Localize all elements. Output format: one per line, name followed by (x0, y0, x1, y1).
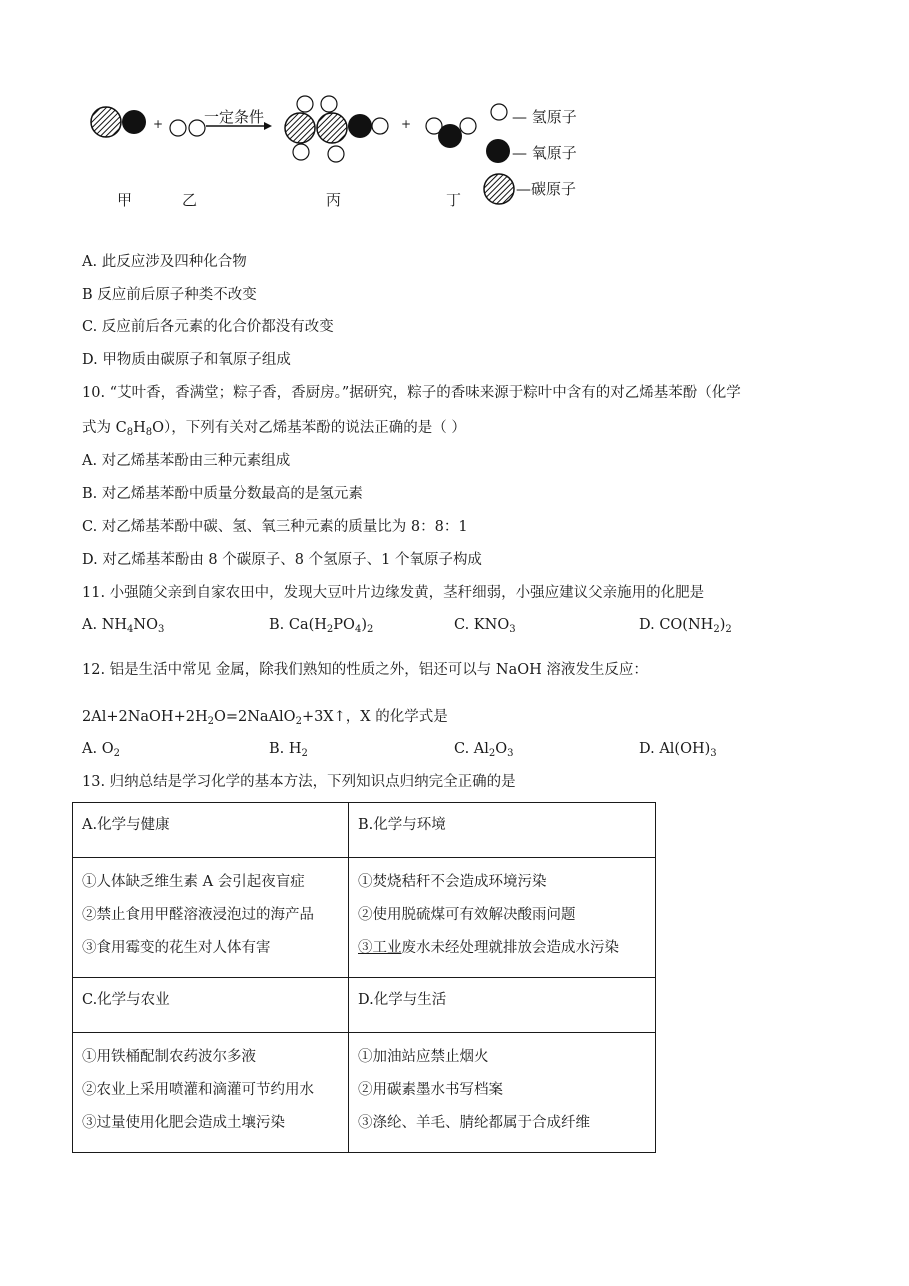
reaction-diagram (80, 88, 620, 218)
q10-option-a: A. 对乙烯基苯酚由三种元素组成 (82, 453, 291, 469)
q10-stem-line2: 式为 $C_8H_8O$），下列有关对乙烯基苯酚的说法正确的是（ ） (82, 420, 466, 438)
molecule-ding (426, 118, 476, 148)
plus-sign-1: + (153, 117, 164, 131)
q11-option-a: A. $NH_4NO_3$ (82, 617, 165, 635)
label-ding: 丁 (446, 191, 462, 209)
plus-sign-2: + (401, 117, 412, 131)
q11-option-c: C. $KNO_3$ (454, 617, 516, 635)
cell-c-title: C.化学与农业 (73, 978, 349, 1033)
a-item-1: ①人体缺乏维生素 A 会引起夜盲症 (82, 874, 305, 890)
b-item-2: ②使用脱硫煤可有效解决酸雨问题 (358, 907, 576, 923)
arrow-condition-label: 一定条件 (204, 108, 265, 126)
q9-option-b: B 反应前后原子种类不改变 (82, 287, 257, 303)
q12-equation: $2Al+2NaOH+2H_2O=2NaAlO_2+3X↑$，X 的化学式是 (82, 709, 448, 727)
a-item-2: ②禁止食用甲醛溶液浸泡过的海产品 (82, 907, 314, 923)
c-item-3: ③过量使用化肥会造成土壤污染 (82, 1115, 285, 1131)
cell-c-items (73, 1033, 349, 1153)
q10-option-c: C. 对乙烯基苯酚中碳、氢、氧三种元素的质量比为 8：8：1 (82, 519, 468, 535)
q13-table (72, 802, 656, 1153)
q13-stem: 13. 归纳总结是学习化学的基本方法，下列知识点归纳完全正确的是 (82, 774, 516, 790)
cell-d-title: D.化学与生活 (349, 978, 656, 1033)
d-item-3: ③涤纶、羊毛、腈纶都属于合成纤维 (358, 1115, 590, 1131)
q11-option-d: D. $CO(NH_2)_2$ (639, 617, 732, 635)
molecule-jia (91, 107, 146, 137)
b-item-3: ③工业废水未经处理就排放会造成水污染 (358, 940, 619, 956)
cell-d-items (349, 1033, 656, 1153)
label-bing: 丙 (326, 191, 342, 209)
c-item-2: ②农业上采用喷灌和滴灌可节约用水 (82, 1082, 314, 1098)
legend-symbols (484, 104, 514, 204)
d-item-1: ①加油站应禁止烟火 (358, 1049, 489, 1065)
c-item-1: ①用铁桶配制农药波尔多液 (82, 1049, 256, 1065)
b-item-1: ①焚烧秸秆不会造成环境污染 (358, 874, 547, 890)
q12-options (82, 741, 782, 761)
q10-option-b: B. 对乙烯基苯酚中质量分数最高的是氢元素 (82, 486, 363, 502)
q12-option-b: B. $H_2$ (269, 741, 308, 759)
q12-option-a: A. $O_2$ (82, 741, 120, 759)
cell-a-items (73, 858, 349, 978)
label-jia: 甲 (117, 191, 133, 209)
molecule-bing (285, 96, 388, 162)
cell-b-title: B.化学与环境 (349, 803, 656, 858)
d-item-2: ②用碳素墨水书写档案 (358, 1082, 503, 1098)
molecule-yi (170, 120, 205, 136)
q12-option-c: C. $Al_2O_3$ (454, 741, 514, 759)
q10-stem-line1: 10. “艾叶香，香满堂；粽子香，香厨房。”据研究，粽子的香味来源于粽叶中含有的对乙烯基苯酚（化学 (82, 385, 741, 401)
q11-option-b: B. $Ca(H_2PO_4)_2$ (269, 617, 374, 635)
label-yi: 乙 (182, 191, 198, 209)
q9-option-a: A. 此反应涉及四种化合物 (82, 254, 247, 270)
q9-option-d: D. 甲物质由碳原子和氧原子组成 (82, 352, 291, 368)
legend-carbon: —碳原子 (516, 180, 577, 198)
q10-option-d: D. 对乙烯基苯酚由 8 个碳原子、8 个氢原子、1 个氧原子构成 (82, 552, 482, 568)
a-item-3: ③食用霉变的花生对人体有害 (82, 940, 271, 956)
q9-option-c: C. 反应前后各元素的化合价都没有改变 (82, 319, 334, 335)
q12-option-d: D. $Al(OH)_3$ (639, 741, 717, 759)
q12-stem: 12. 铝是生活中常见 金属，除我们熟知的性质之外，铝还可以与 NaOH 溶液发生反应： (82, 662, 648, 678)
q11-stem: 11. 小强随父亲到自家农田中，发现大豆叶片边缘发黄，茎秆细弱，小强应建议父亲施用的化肥是 (82, 585, 705, 601)
cell-b-items (349, 858, 656, 978)
legend-oxygen: — 氧原子 (512, 144, 577, 162)
legend-hydrogen: — 氢原子 (512, 108, 577, 126)
q11-options (82, 617, 782, 637)
cell-a-title: A.化学与健康 (73, 803, 349, 858)
